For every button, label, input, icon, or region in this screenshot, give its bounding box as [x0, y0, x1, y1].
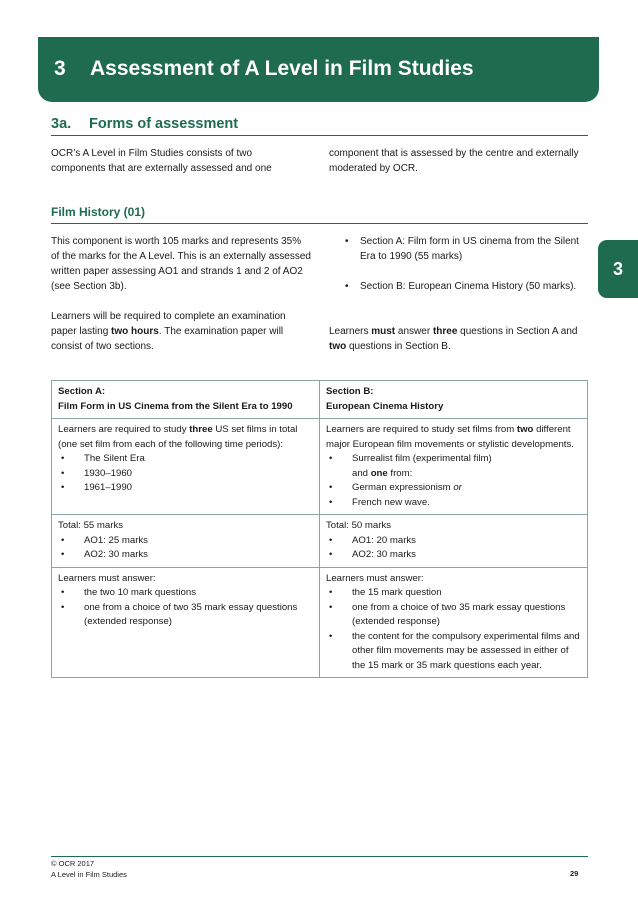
header-section-b: Section B: European Cinema History: [320, 381, 588, 419]
section-title: Forms of assessment: [89, 116, 239, 132]
list-item: • AO1: 25 marks: [61, 534, 148, 546]
list-item: • the 15 mark question: [329, 587, 442, 598]
list-item: • one from a choice of two 35 mark essay questions (extended response): [329, 601, 566, 627]
list-item: • Surrealist film (experimental film): [329, 453, 492, 464]
footer-title: A Level in Film Studies: [51, 869, 127, 879]
cell-a-films: Learners are required to study three US set films in total (one set film from each of the following time periods): • The Silent Era • 1930–1960 • 1961–1990: [52, 419, 320, 515]
list-item: • AO1: 20 marks: [329, 534, 416, 546]
list-item: • 1961–1990: [61, 482, 133, 493]
list-item: • one from a choice of two 35 mark essay questions (extended response): [61, 601, 298, 627]
chapter-banner: [38, 37, 599, 102]
cell-b-films: Learners are required to study set films from two different major European film movements or stylistic developments. • Surrealist film (experimental film) and one from: • German expressionism or • French new wave.: [320, 419, 588, 515]
assessment-table: [51, 380, 588, 678]
list-item: • The Silent Era: [61, 453, 145, 464]
header-section-a: Section A: Film Form in US Cinema from the Silent Era to 1990: [52, 381, 320, 419]
subheading-rule: [51, 223, 588, 224]
list-item: • the content for the compulsory experimental films and other film movements may be assessed in either of the 15 mark or 35 mark questions each year.: [329, 630, 580, 671]
cell-b-marks: Total: 50 marks • AO1: 20 marks • AO2: 30 marks: [320, 515, 588, 568]
table-row: [52, 515, 588, 568]
cell-a-marks: Total: 55 marks • AO1: 25 marks • AO2: 30 marks: [52, 515, 320, 568]
side-chapter-tab: 3: [598, 240, 638, 298]
footer: [51, 859, 127, 880]
list-item: and one from:: [352, 467, 413, 479]
cell-a-answer: Learners must answer: • the two 10 mark questions • one from a choice of two 35 mark essay questions (extended response): [52, 567, 320, 678]
list-item: • the two 10 mark questions: [61, 587, 196, 598]
list-item: • French new wave.: [329, 496, 430, 508]
intro-col2: component that is assessed by the centre and externally moderated by OCR.: [329, 148, 579, 174]
section-heading: [51, 116, 238, 132]
film-history-col1: [51, 234, 311, 354]
film-history-heading: Film History (01): [51, 205, 146, 219]
film-history-p2: Learners will be required to complete an examination paper lasting two hours. The examination paper will consist of two sections.: [51, 311, 286, 352]
section-bullet-2: • Section B: European Cinema History (50 marks).: [345, 281, 577, 292]
section-bullet-1: • Section A: Film form in US cinema from the Silent Era to 1990 (55 marks): [345, 236, 579, 262]
list-item: • 1930–1960: [61, 467, 133, 479]
intro-col1: OCR’s A Level in Film Studies consists of two components that are externally assessed and one: [51, 148, 272, 174]
film-history-p1: This component is worth 105 marks and represents 35% of the marks for the A Level. This is an externally assessed written paper assessing AO1 and strands 1 and 2 of AO2 (see Section 3b).: [51, 236, 311, 292]
table-header-row: [52, 381, 588, 419]
list-item: • AO2: 30 marks: [329, 549, 416, 560]
chapter-number: 3: [54, 57, 66, 80]
learners-must-answer: Learners must answer three questions in Section A and two questions in Section B.: [329, 326, 578, 352]
list-item: • AO2: 30 marks: [61, 549, 148, 560]
chapter-title: Assessment of A Level in Film Studies: [90, 57, 474, 80]
section-rule: [51, 135, 588, 136]
footer-rule: [51, 856, 588, 857]
section-label: 3a.: [51, 116, 72, 132]
page-number: 29: [570, 869, 579, 878]
cell-b-answer: Learners must answer: • the 15 mark question • one from a choice of two 35 mark essay questions (extended response) • the content for the compulsory experimental films and other film movements may be assessed in either of the 15 mark or 35 mark questions each year.: [320, 567, 588, 678]
table-row: [52, 567, 588, 678]
table-row: [52, 419, 588, 515]
footer-copyright: © OCR 2017: [51, 859, 95, 868]
list-item: • German expressionism or: [329, 482, 462, 493]
